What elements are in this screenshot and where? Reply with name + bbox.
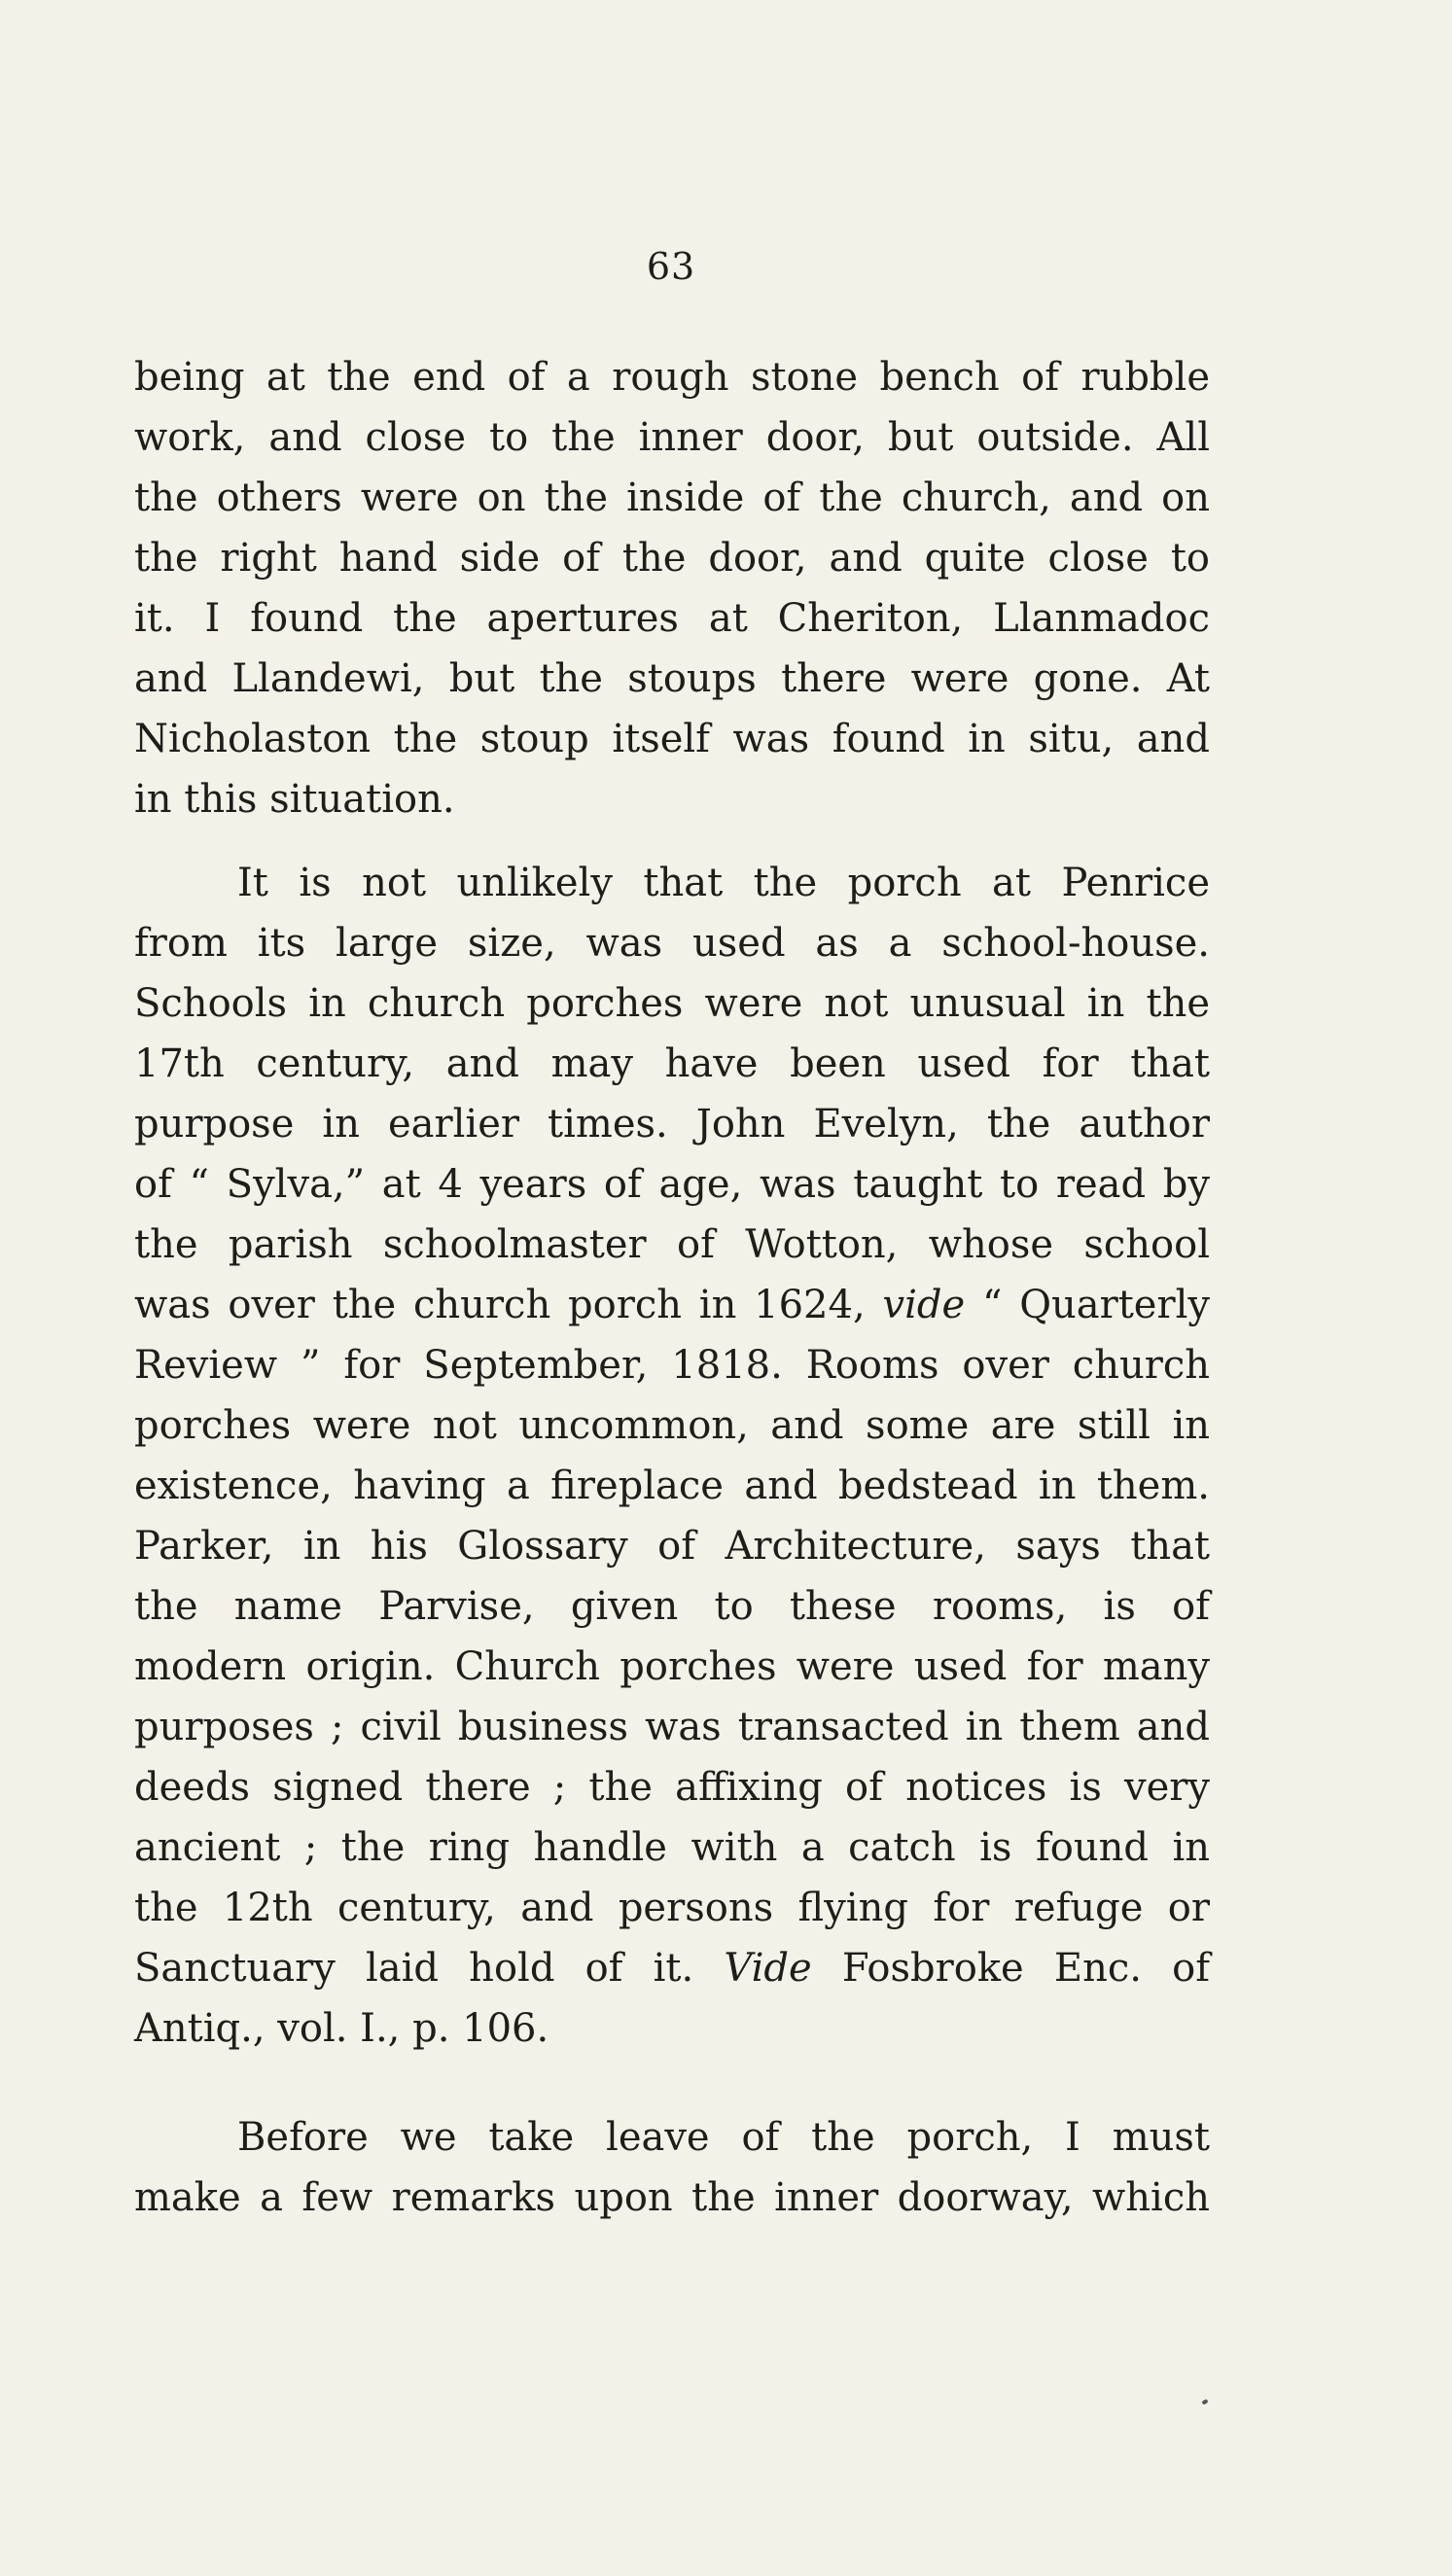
text-line: the others were on the inside of the church, and on [134, 476, 1210, 520]
text-line: Nicholaston the stoup itself was found in situ, and [134, 717, 1210, 761]
italic-text: Vide [724, 1946, 812, 1991]
text-line: it. I found the apertures at Cheriton, Llanmadoc [134, 596, 1210, 641]
text-line: Antiq., vol. I., p. 106. [134, 2006, 549, 2051]
text-line: work, and close to the inner door, but outside. All [134, 415, 1210, 460]
paragraph-1 [134, 347, 1210, 829]
text-line: the right hand side of the door, and quite close to [134, 536, 1210, 581]
text-line: make a few remarks upon the inner doorway, which [134, 2175, 1210, 2220]
text-line: of “ Sylva,” at 4 years of age, was taught to read by [134, 1162, 1210, 1207]
text-line: It is not unlikely that the porch at Penrice [237, 861, 1210, 905]
text-line [134, 1938, 1210, 1998]
ink-speck [1201, 2399, 1208, 2405]
text-segment: was over the church porch in 1624, [134, 1283, 883, 1327]
text-line: modern origin. Church porches were used for many [134, 1644, 1210, 1689]
text-line: Before we take leave of the porch, I must [237, 2115, 1210, 2160]
page-number: 63 [646, 245, 696, 288]
text-line: purpose in earlier times. John Evelyn, the author [134, 1102, 1210, 1147]
text-segment: Fosbroke Enc. of [811, 1946, 1211, 1991]
text-line: the parish schoolmaster of Wotton, whose school [134, 1222, 1210, 1267]
text-segment: Sanctuary laid hold of it. [134, 1946, 725, 1991]
paragraph-3 [134, 2107, 1210, 2228]
text-line: Parker, in his Glossary of Architecture, says that [134, 1524, 1210, 1569]
text-line: purposes ; civil business was transacted in them and [134, 1705, 1210, 1749]
text-line: being at the end of a rough stone bench of rubble [134, 355, 1210, 400]
text-line: in this situation. [134, 777, 455, 822]
text-line: deeds signed there ; the affixing of notices is very [134, 1765, 1210, 1810]
text-line: porches were not uncommon, and some are still in [134, 1403, 1210, 1448]
text-line: 17th century, and may have been used for that [134, 1041, 1210, 1086]
paragraph-2 [134, 853, 1210, 2059]
text-line: the name Parvise, given to these rooms, is of [134, 1584, 1210, 1629]
text-line: Schools in church porches were not unusual in the [134, 981, 1210, 1026]
text-line: the 12th century, and persons flying for refuge or [134, 1886, 1210, 1930]
text-line: from its large size, was used as a school-house. [134, 921, 1210, 966]
text-segment: “ Quarterly [965, 1283, 1210, 1327]
text-line: ancient ; the ring handle with a catch is found in [134, 1825, 1210, 1870]
italic-text: vide [882, 1283, 966, 1327]
text-line [134, 1275, 1210, 1335]
text-line: existence, having a fireplace and bedstead in them. [134, 1464, 1210, 1508]
text-line: Review ” for September, 1818. Rooms over church [134, 1343, 1210, 1388]
text-line: and Llandewi, but the stoups there were gone. At [134, 656, 1210, 701]
